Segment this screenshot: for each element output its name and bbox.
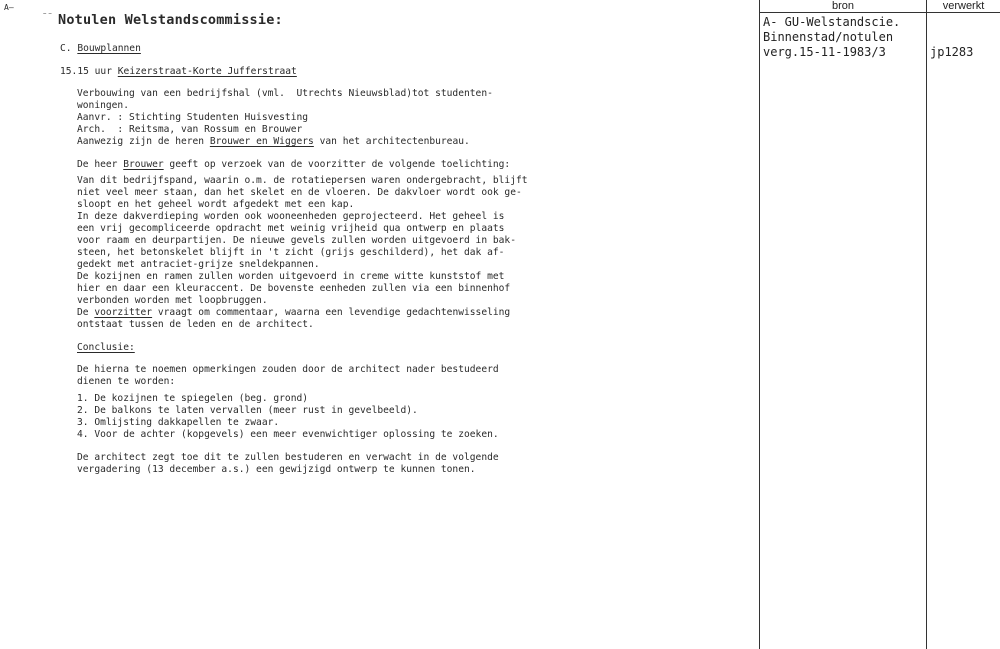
body-line: een vrij gecompliceerde opdracht met weinig vrijheid qua ontwerp en plaats	[77, 223, 505, 234]
body-line: gedekt met antraciet-grijze sneldekpannen.	[77, 259, 320, 270]
conclusion-point: 1. De kozijnen te spiegelen (beg. grond)	[77, 393, 309, 404]
chair-name: voorzitter	[94, 307, 153, 318]
explanation-post: geeft op verzoek van de voorzitter de volgende toelichting:	[163, 159, 511, 170]
body-line: hier en daar een kleuraccent. De bovenste eenheden zullen via een binnenhof	[77, 283, 511, 294]
table-column-divider	[926, 0, 927, 649]
chair-pre: De	[77, 307, 95, 318]
table-header-rule	[759, 12, 1000, 13]
body-line: niet veel meer staan, dan het skelet en de vloeren. De dakvloer wordt ook ge-	[77, 187, 522, 198]
section-label: Bouwplannen	[77, 43, 141, 54]
body-line: Van dit bedrijfspand, waarin o.m. de rotatiepersen waren ondergebracht, blijft	[77, 175, 528, 186]
bron-line: Binnenstad/notulen	[763, 30, 894, 44]
closing-line: vergadering (13 december a.s.) een gewijzigd ontwerp te kunnen tonen.	[77, 464, 476, 475]
item-time: 15.15 uur	[60, 66, 118, 77]
conclusion-intro: De hierna te noemen opmerkingen zouden door de architect nader bestudeerd	[77, 364, 499, 375]
present-line	[77, 136, 470, 148]
closing-line: De architect zegt toe dit te zullen bestuderen en verwacht in de volgende	[77, 452, 499, 463]
conclusion-point: 3. Omlijsting dakkapellen te zwaar.	[77, 417, 280, 428]
body-line: In deze dakverdieping worden ook wooneenheden geprojecteerd. Het geheel is	[77, 211, 505, 222]
conclusion-point: 4. Voor de achter (kopgevels) een meer evenwichtiger oplossing te zoeken.	[77, 429, 499, 440]
bron-header: bron	[831, 0, 855, 12]
present-names: Brouwer en Wiggers	[209, 136, 314, 147]
conclusion-intro: dienen te worden:	[77, 376, 176, 387]
chair-line	[77, 307, 510, 319]
conclusion-point: 2. De balkons te laten vervallen (meer rust in gevelbeeld).	[77, 405, 418, 416]
document-title: Notulen Welstandscommissie:	[58, 12, 283, 28]
bron-line: A- GU-Welstandscie.	[763, 15, 901, 29]
explanation-pre: De heer	[77, 159, 124, 170]
section-prefix: C.	[60, 43, 78, 54]
title-mark: ⁻⁻	[42, 11, 53, 21]
body-line: verbonden worden met loopbruggen.	[77, 295, 268, 306]
present-post: van het architectenbureau.	[313, 136, 470, 147]
intro-line: woningen.	[77, 100, 129, 111]
intro-line: Verbouwing van een bedrijfshal (vml. Utrechts Nieuwsblad)tot studenten-	[77, 88, 493, 99]
verwerkt-value: jp1283	[930, 45, 974, 59]
body-line: steen, het betonskelet blijft in 't zicht (grijs geschilderd), het dak af-	[77, 247, 505, 258]
body-line: voor raam en deurpartijen. De nieuwe gevels zullen worden uitgevoerd in bak-	[77, 235, 516, 246]
chair-post: vraagt om commentaar, waarna een levendige gedachtenwisseling	[152, 307, 511, 318]
present-pre: Aanwezig zijn de heren	[77, 136, 210, 147]
corner-mark: A—	[4, 3, 14, 12]
intro-line: Arch. : Reitsma, van Rossum en Brouwer	[77, 124, 303, 135]
body-line: sloopt en het geheel wordt afgedekt met een kap.	[77, 199, 355, 210]
intro-line: Aanvr. : Stichting Studenten Huisvesting	[77, 112, 309, 123]
table-border-left	[759, 0, 760, 649]
body-line: De kozijnen en ramen zullen worden uitgevoerd in creme witte kunststof met	[77, 271, 505, 282]
verwerkt-header: verwerkt	[942, 0, 985, 12]
conclusion-heading: Conclusie:	[77, 342, 135, 353]
bron-line: verg.15-11-1983/3	[763, 45, 886, 59]
section-heading	[60, 43, 141, 55]
chair-line-2: ontstaat tussen de leden en de architect.	[77, 319, 314, 330]
agenda-item	[60, 66, 297, 78]
explanation-name: Brouwer	[123, 159, 164, 170]
item-location: Keizerstraat-Korte Jufferstraat	[117, 66, 297, 77]
explanation-line	[77, 159, 510, 171]
